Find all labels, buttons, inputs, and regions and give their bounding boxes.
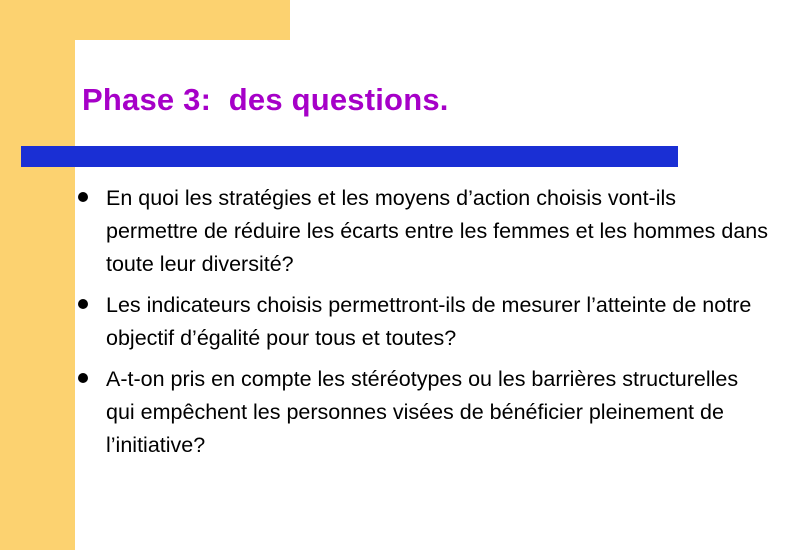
list-item — [78, 363, 768, 462]
list-item-text: A-t-on pris en compte les stéréotypes ou les barrières structurelles qui empêchent les personnes visées de bénéficier pleinement de l’initiative? — [106, 367, 739, 457]
title-underline-bar — [21, 146, 678, 167]
list-item — [78, 182, 768, 281]
slide-title: Phase 3: des questions. — [82, 82, 449, 117]
decorative-band-left — [0, 0, 75, 550]
list-item-text: Les indicateurs choisis permettront-ils de mesurer l’atteinte de notre objectif d’égalité pour tous et toutes? — [106, 293, 752, 350]
bullet-dot-icon — [78, 192, 88, 202]
list-item-text: En quoi les stratégies et les moyens d’action choisis vont-ils permettre de réduire les écarts entre les femmes et les hommes dans toute leur diversité? — [106, 186, 769, 276]
bullet-dot-icon — [78, 299, 88, 309]
bullet-list — [78, 182, 768, 470]
list-item — [78, 289, 768, 355]
bullet-dot-icon — [78, 373, 88, 383]
